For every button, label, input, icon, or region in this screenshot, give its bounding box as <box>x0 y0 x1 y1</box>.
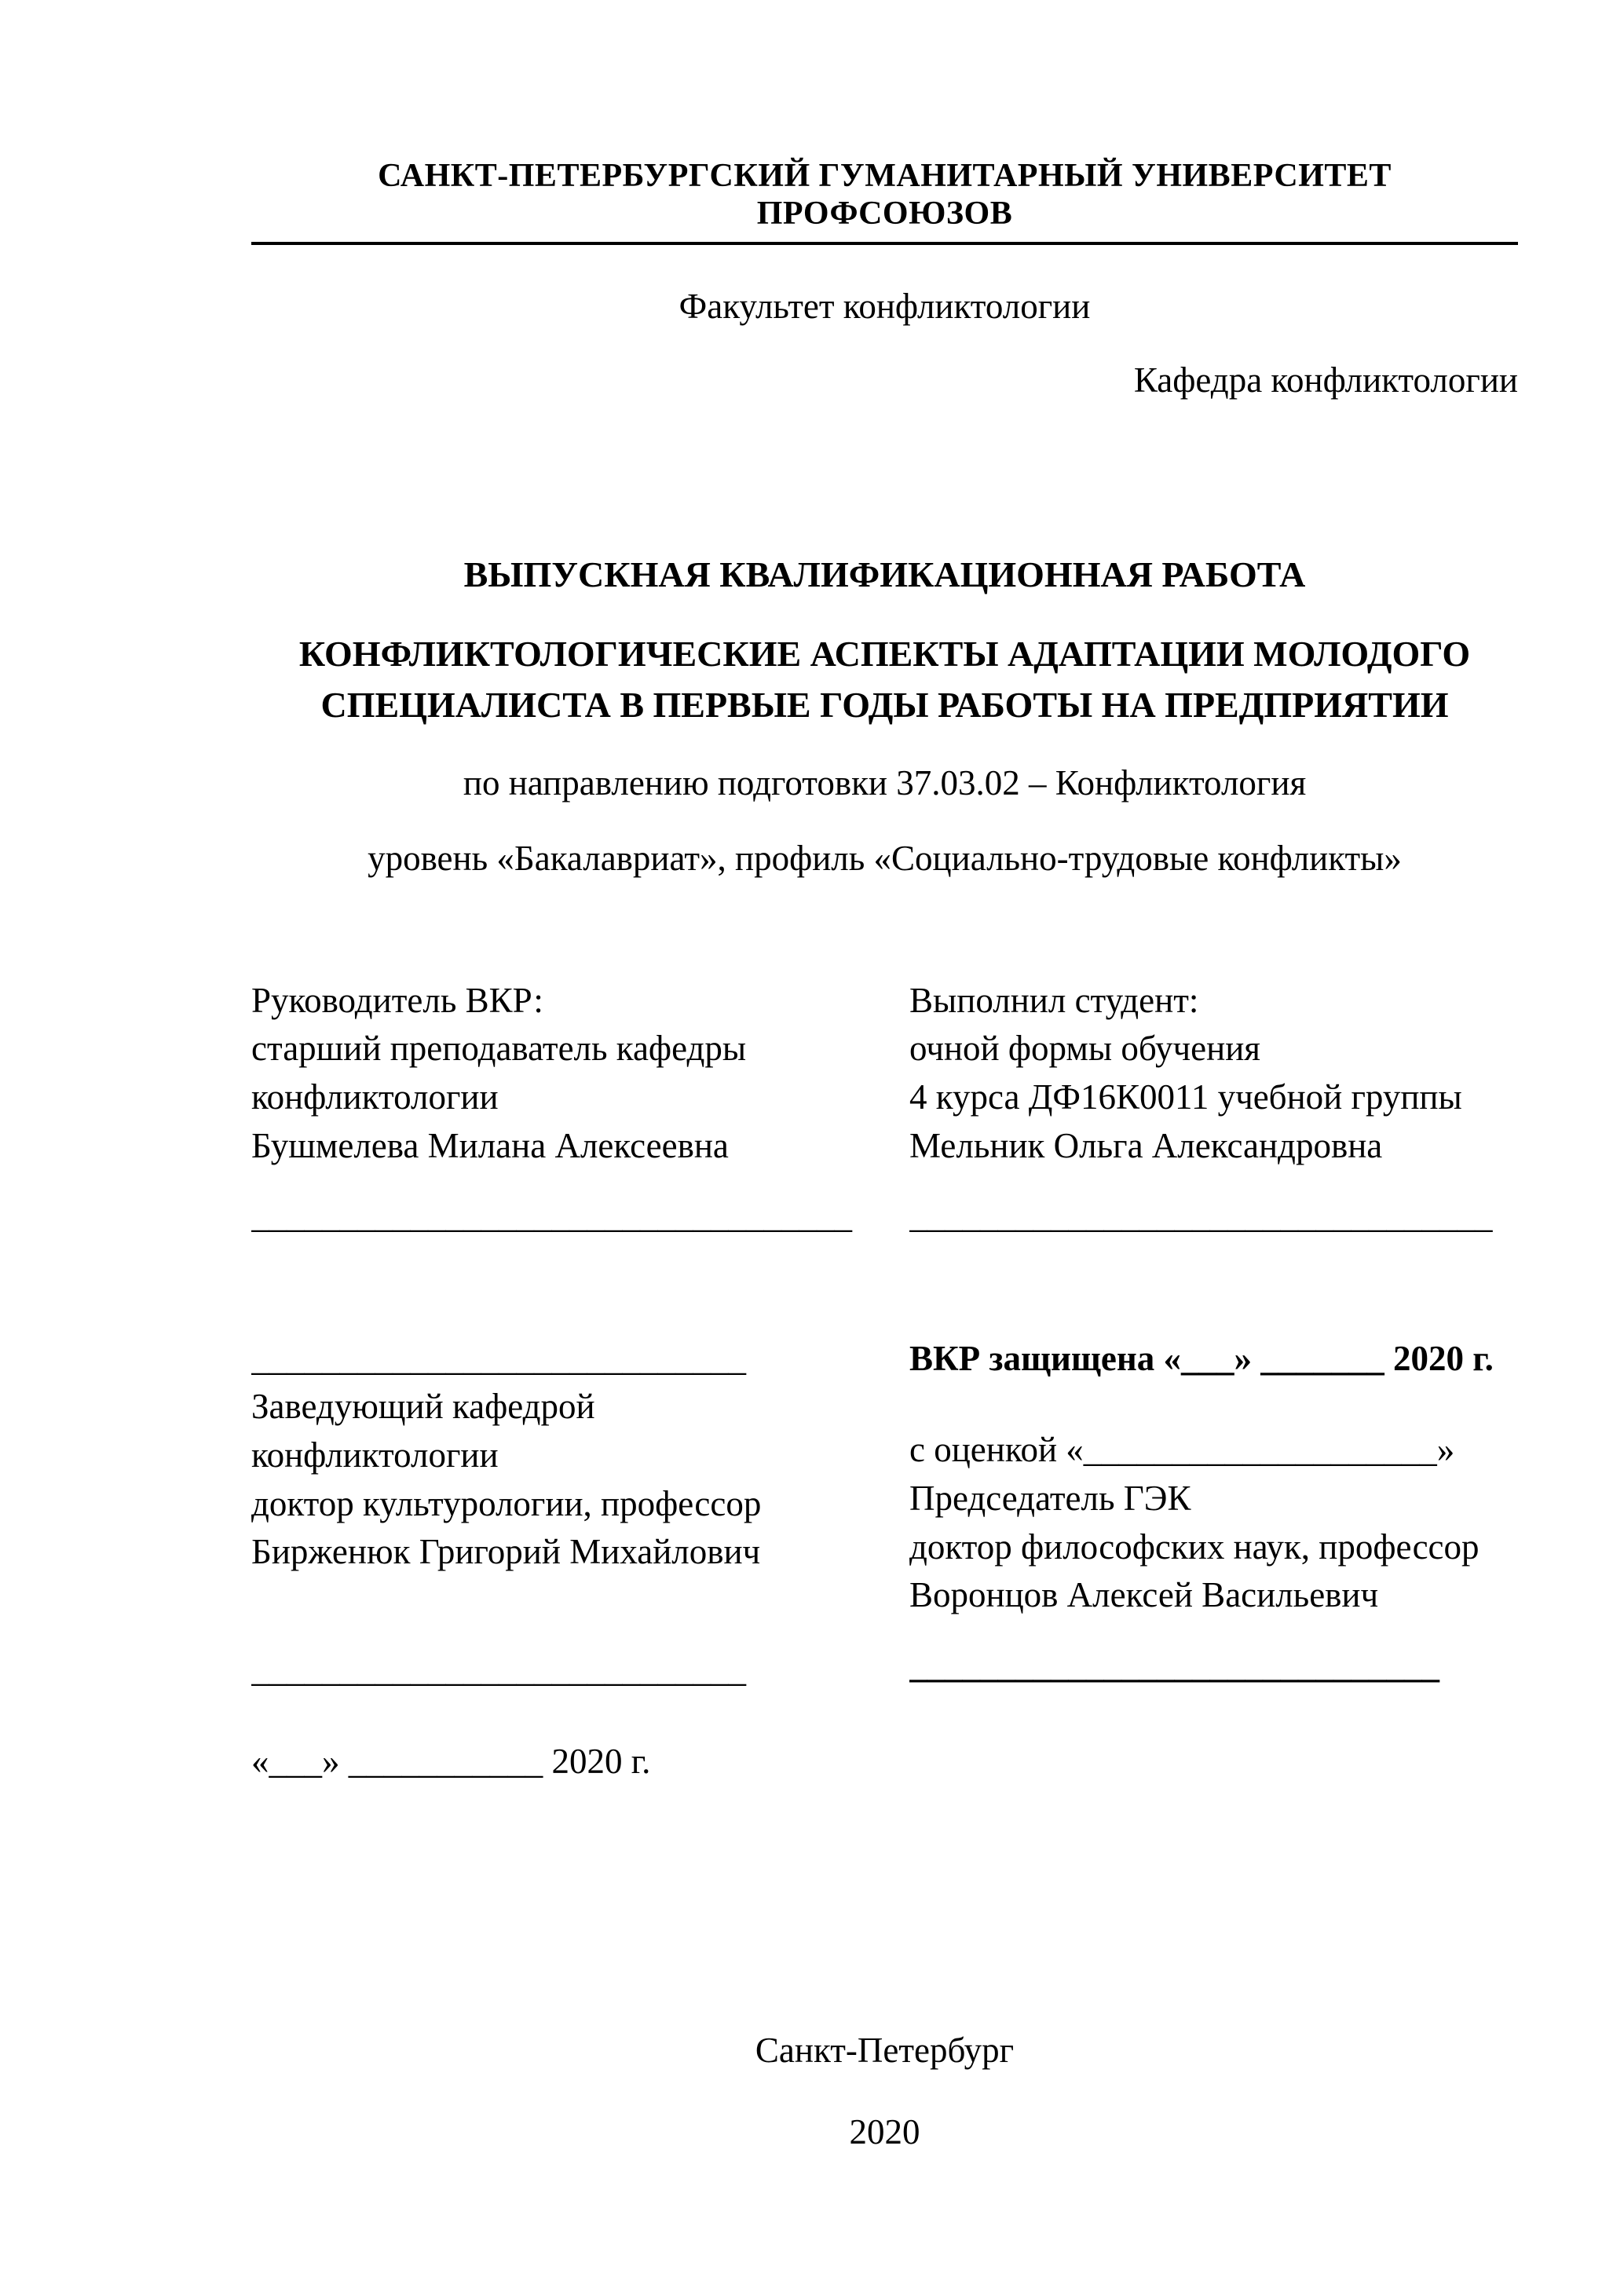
supervisor-name: Бушмелева Милана Алексеевна <box>251 1125 729 1165</box>
supervisor-position-line2: конфликтологии <box>251 1077 499 1117</box>
student-study-form: очной формы обучения <box>909 1029 1260 1069</box>
university-name: САНКТ-ПЕТЕРБУРГСКИЙ ГУМАНИТАРНЫЙ УНИВЕРСИТЕТ ПРОФСОЮЗОВ <box>251 157 1518 245</box>
supervisor-column <box>251 977 903 1786</box>
head-of-department-position-line1: Заведующий кафедрой <box>251 1387 595 1427</box>
chairman-name: Воронцов Алексей Васильевич <box>909 1575 1379 1615</box>
chairman-signature-line: ______________________________ <box>909 1646 1439 1686</box>
chairman-label: Председатель ГЭК <box>909 1479 1191 1519</box>
faculty-name: Факультет конфликтологии <box>678 287 1091 326</box>
student-group: 4 курса ДФ16К0011 учебной группы <box>909 1077 1462 1117</box>
defense-grade-line: с оценкой «____________________» <box>909 1430 1455 1470</box>
study-direction: по направлению подготовки 37.03.02 – Конфликтология <box>463 762 1307 803</box>
student-column <box>909 977 1518 1786</box>
head-of-department-position-line2: конфликтологии <box>251 1435 499 1475</box>
head-of-department-name: Бирженюк Григорий Михайлович <box>251 1532 761 1572</box>
signature-columns <box>251 977 1518 1786</box>
department-name: Кафедра конфликтологии <box>1133 360 1518 400</box>
thesis-title: КОНФЛИКТОЛОГИЧЕСКИЕ АСПЕКТЫ АДАПТАЦИИ МОЛОДОГО СПЕЦИАЛИСТА В ПЕРВЫЕ ГОДЫ РАБОТЫ НА ПРЕДПРИЯТИИ <box>298 634 1471 726</box>
head-of-department-position-line3: доктор культурологии, профессор <box>251 1483 762 1523</box>
head-of-department-signature-line-top: ____________________________ <box>251 1338 746 1378</box>
city: Санкт-Петербург <box>755 2031 1015 2070</box>
chairman-position: доктор философских наук, профессор <box>909 1526 1480 1567</box>
work-type-heading: ВЫПУСКНАЯ КВАЛИФИКАЦИОННАЯ РАБОТА <box>463 554 1306 594</box>
level-and-profile: уровень «Бакалавриат», профиль «Социально-трудовые конфликты» <box>368 838 1402 878</box>
supervisor-label: Руководитель ВКР: <box>251 980 543 1020</box>
defense-defended-line: ВКР защищена «___» _______ 2020 г. <box>909 1338 1494 1378</box>
student-signature-line: _________________________________ <box>909 1196 1493 1236</box>
head-of-department-date-line: «___» ___________ 2020 г. <box>251 1741 651 1781</box>
supervisor-signature-line: __________________________________ <box>251 1196 852 1236</box>
head-of-department-signature-line-bottom: ____________________________ <box>251 1650 746 1690</box>
supervisor-position-line1: старший преподаватель кафедры <box>251 1029 747 1069</box>
year: 2020 <box>849 2112 920 2152</box>
student-name: Мельник Ольга Александровна <box>909 1125 1383 1165</box>
footer <box>251 2030 1518 2152</box>
student-label: Выполнил студент: <box>909 980 1199 1020</box>
